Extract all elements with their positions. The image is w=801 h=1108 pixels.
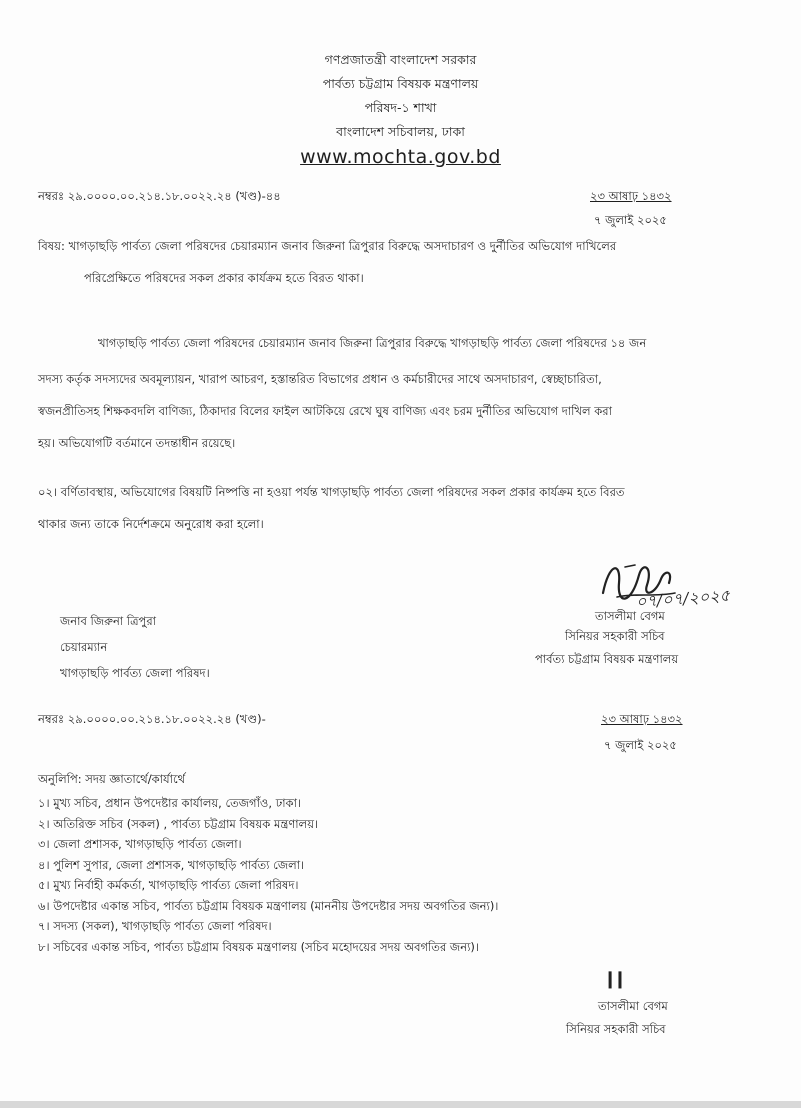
signature-date-handwritten: ০৭/০৭/২০২৫ — [635, 585, 731, 612]
cc-item: ৮। সচিবের একান্ত সচিব, পার্বত্য চট্টগ্রাম বিষয়ক মন্ত্রণালয় (সচিব মহোদয়ের সদয় অবগতির জন্য)। — [38, 939, 480, 954]
cc-item: ৭। সদস্য (সকল), খাগড়াছড়ি পার্বত্য জেলা পরিষদ। — [38, 919, 272, 933]
header-section: পরিষদ-১ শাখা — [364, 100, 437, 115]
recipient-name: জনাব জিরুনা ত্রিপুরা — [60, 614, 157, 628]
bottom-divider — [0, 1101, 801, 1108]
memo2-number: নম্বরঃ ২৯.০০০০.০০.২১৪.১৮.০০২২.২৪ (খণ্ড)- — [38, 712, 266, 726]
memo-date-bangla: ২৩ আষাঢ় ১৪৩২ — [590, 189, 672, 203]
body-para2-line1: ০২। বর্ণিতাবস্থায়, অভিযোগের বিষয়টি নিষ্পত্তি না হওয়া পর্যন্ত খাগড়াছড়ি পার্বত্য জেলা পরিষদের সকল প্রকার কার্যক্রম হতে বিরত — [38, 485, 625, 499]
header-address: বাংলাদেশ সচিবালয়, ঢাকা — [336, 124, 465, 139]
body-para1-line3: স্বজনপ্রীতিসহ শিক্ষকবদলি বাণিজ্য, ঠিকাদার বিলের ফাইল আটকিয়ে রেখে ঘুষ বাণিজ্য এবং চরম দুর্নীতির অভিযোগ দাখিল করা — [38, 404, 612, 418]
body-para1-line2: সদস্য কর্তৃক সদস্যদের অবমূল্যায়ন, খারাপ আচরণ, হস্তান্তরিত বিভাগের প্রধান ও কর্মচারীদের সাথে অসদাচারণ, স্বেচ্ছাচারিতা, — [38, 372, 602, 386]
header-ministry: পার্বত্য চট্টগ্রাম বিষয়ক মন্ত্রণালয় — [322, 76, 479, 91]
cc-item: ৩। জেলা প্রশাসক, খাগড়াছড়ি পার্বত্য জেলা। — [38, 837, 242, 851]
memo-date-english: ৭ জুলাই ২০২৫ — [594, 213, 667, 227]
cc-item: ৪। পুলিশ সুপার, জেলা প্রশাসক, খাগড়াছড়ি পার্বত্য জেলা। — [38, 857, 305, 872]
signer1-ministry: পার্বত্য চট্টগ্রাম বিষয়ক মন্ত্রণালয় — [535, 652, 679, 666]
signer1-designation: সিনিয়র সহকারী সচিব — [565, 629, 665, 643]
cc-item: ৫। মুখ্য নির্বাহী কর্মকর্তা, খাগড়াছড়ি পার্বত্য জেলা পরিষদ। — [38, 878, 299, 892]
body-para1-line4: হয়। অভিযোগটি বর্তমানে তদন্তাধীন রয়েছে। — [38, 436, 236, 450]
signature-mark-2: ।। — [604, 965, 624, 995]
memo-number: নম্বরঃ ২৯.০০০০.০০.২১৪.১৮.০০২২.২৪ (খণ্ড)-৪৪ — [38, 189, 281, 203]
signer2-designation: সিনিয়র সহকারী সচিব — [566, 1022, 666, 1036]
signer2-name: তাসলীমা বেগম — [598, 999, 668, 1013]
recipient-title: চেয়ারম্যান — [60, 640, 108, 654]
recipient-org: খাগড়াছড়ি পার্বত্য জেলা পরিষদ। — [60, 666, 210, 680]
cc-heading: অনুলিপি: সদয় জ্ঞাতার্থে/কার্যার্থে — [38, 772, 186, 786]
subject-line-2: পরিপ্রেক্ষিতে পরিষদের সকল প্রকার কার্যক্রম হতে বিরত থাকা। — [84, 271, 364, 285]
cc-item: ১। মুখ্য সচিব, প্রধান উপদেষ্টার কার্যালয়, তেজগাঁও, ঢাকা। — [38, 796, 302, 810]
subject-line-1: বিষয়: খাগড়াছড়ি পার্বত্য জেলা পরিষদের চেয়ারম্যান জনাব জিরুনা ত্রিপুরার বিরুদ্ধে অসদাচারণ ও দুর্নীতির অভিযোগ দাখিলের — [38, 239, 617, 253]
memo2-date-english: ৭ জুলাই ২০২৫ — [604, 738, 677, 752]
body-para1-line1: খাগড়াছড়ি পার্বত্য জেলা পরিষদের চেয়ারম্যান জনাব জিরুনা ত্রিপুরার বিরুদ্ধে খাগড়াছড়ি পার্বত্য জেলা পরিষদের ১৪ জন — [98, 336, 647, 350]
cc-list — [38, 793, 498, 957]
body-para2-line2: থাকার জন্য তাকে নির্দেশক্রমে অনুরোধ করা হলো। — [38, 517, 264, 531]
header-govt: গণপ্রজাতন্ত্রী বাংলাদেশ সরকার — [324, 52, 477, 67]
memo2-date-bangla: ২৩ আষাঢ় ১৪৩২ — [601, 712, 683, 726]
cc-item: ৬। উপদেষ্টার একান্ত সচিব, পার্বত্য চট্টগ্রাম বিষয়ক মন্ত্রণালয় (মাননীয় উপদেষ্টার সদয় অবগতির জন্য)। — [38, 898, 499, 913]
signer1-name: তাসলীমা বেগম — [595, 609, 665, 623]
cc-item: ২। অতিরিক্ত সচিব (সকল) , পার্বত্য চট্টগ্রাম বিষয়ক মন্ত্রণালয়। — [38, 816, 319, 831]
header-website-link[interactable]: www.mochta.gov.bd — [300, 146, 501, 168]
